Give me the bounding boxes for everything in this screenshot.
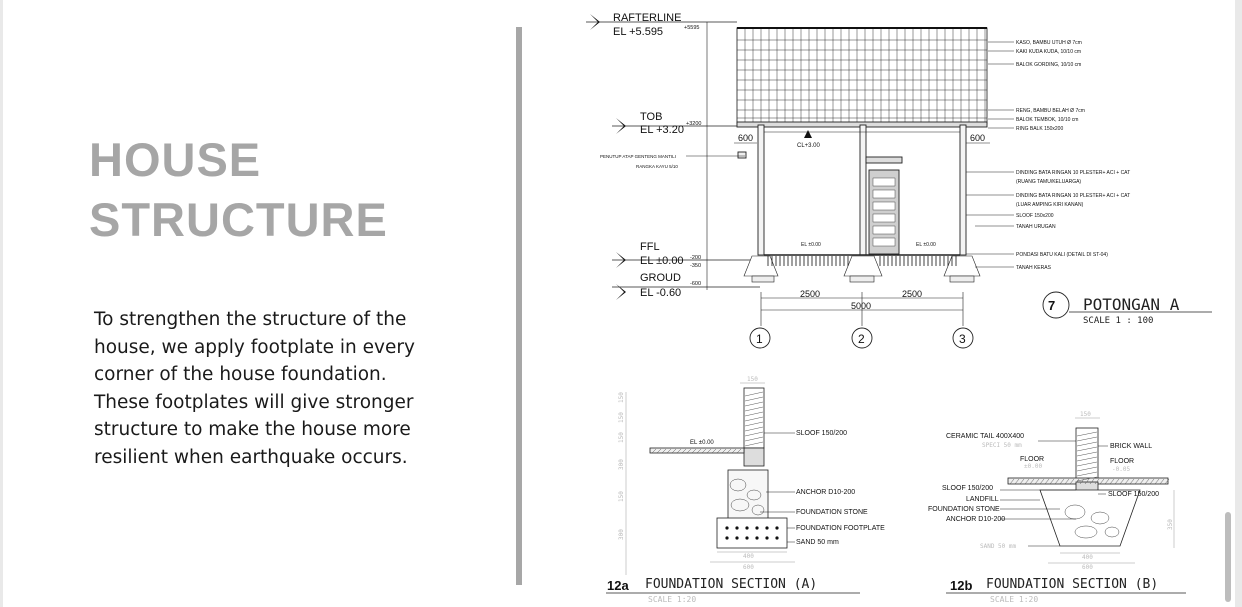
12a-left-dim-5: 150 xyxy=(618,491,625,502)
note-kaki-kuda: KAKI KUDA KUDA, 10/10 cm xyxy=(1016,49,1082,55)
note-pondasi: PONDASI BATU KALI (DETAIL DI ST-04) xyxy=(1016,252,1108,258)
12a-scale: SCALE 1:20 xyxy=(648,595,697,604)
level-groud-name: GROUD xyxy=(640,272,681,284)
section-a-title: POTONGAN A xyxy=(1083,295,1180,314)
section-a-drawing xyxy=(586,12,1212,348)
12b-floor-right-level: -0.05 xyxy=(1112,466,1131,473)
section-a-notes xyxy=(966,40,1130,271)
roof-frame xyxy=(737,28,987,124)
12a-stone-label: FOUNDATION STONE xyxy=(796,509,868,516)
12b-sloof-left-label: SLOOF 150/200 xyxy=(942,485,993,492)
level-rafterline xyxy=(586,12,737,38)
12a-ffl-label: EL ±0.00 xyxy=(690,440,714,446)
12b-speci-label: SPECI 50 mm xyxy=(982,442,1022,449)
12b-floor-right-label: FLOOR xyxy=(1110,458,1135,465)
section-a-foundation xyxy=(744,256,980,282)
level-rafterline-el: EL +5.595 xyxy=(613,26,664,38)
slide-body-text: To strengthen the structure of the house, we apply footplate in every corner of the house foundation. These footplates will give stronger structure to make the house more resilient when earthquake occurs. xyxy=(94,309,415,468)
note-ring-balk: RING BALK 150x200 xyxy=(1016,126,1064,132)
12b-ceramic-label: CERAMIC TAIL 400X400 xyxy=(946,433,1025,440)
note-tanah-urugan: TANAH URUGAN xyxy=(1016,224,1056,230)
12a-left-dim-4: 300 xyxy=(618,459,625,470)
section-a-title-block xyxy=(1043,292,1212,326)
12b-anchor-label: ANCHOR D10-200 xyxy=(946,516,1006,523)
note-wall-outer: DINDING BATA RINGAN 10 PLESTER+ ACI + CAT xyxy=(1016,193,1131,199)
level-groud-el: EL -0.60 xyxy=(640,287,682,299)
12a-bottom-dim-2: 600 xyxy=(743,564,754,571)
12a-anchor-label: ANCHOR D10-200 xyxy=(796,489,856,496)
level-tob-el: EL +3.20 xyxy=(640,124,684,136)
ffl-right-label: EL ±0.00 xyxy=(916,242,936,248)
12b-stone-label: FOUNDATION STONE xyxy=(928,506,1000,513)
grid-bubble-1: 1 xyxy=(756,332,763,346)
note-wall-outer-sub: (LUAR AMPING KIRI KANAN) xyxy=(1016,202,1084,208)
12a-left-dim-6: 300 xyxy=(618,529,625,540)
12b-sloof-right-label: SLOOF 150/200 xyxy=(1108,491,1159,498)
note-balok-gording: BALOK GORDING, 10/10 cm xyxy=(1016,62,1082,68)
grid-bubble-2: 2 xyxy=(858,332,865,346)
level-tob-name: TOB xyxy=(640,111,663,123)
note-tanah-keras: TANAH KERAS xyxy=(1016,265,1051,271)
12b-number: 12b xyxy=(950,578,973,593)
12a-left-dim-2: 150 xyxy=(618,412,625,423)
level-rafterline-mark: +5595 xyxy=(684,25,700,31)
level-ffl-mark-2: -350 xyxy=(690,263,702,269)
note-balok-tembok: BALOK TEMBOK, 10/10 cm xyxy=(1016,117,1079,123)
12b-floor-left-label: FLOOR xyxy=(1020,456,1045,463)
12a-top-dim: 150 xyxy=(747,376,758,383)
12b-landfill-label: LANDFILL xyxy=(966,496,999,503)
12b-right-dim: 350 xyxy=(1167,519,1174,530)
12a-number: 12a xyxy=(607,578,629,593)
note-sloof: SLOOF 150x200 xyxy=(1016,213,1054,219)
note-wall-inner-sub: (RUANG TAMU/KELUARGA) xyxy=(1016,179,1082,185)
note-reng: RENG, BAMBU BELAH Ø 7cm xyxy=(1016,108,1085,114)
level-rafterline-name: RAFTERLINE xyxy=(613,12,682,24)
12b-sand-label: SAND 50 mm xyxy=(980,543,1017,550)
12b-brickwall-label: BRICK WALL xyxy=(1110,443,1153,450)
roof-rafters xyxy=(745,28,985,124)
section-12b-drawing xyxy=(928,411,1186,604)
level-tob-mark: +3200 xyxy=(686,121,702,127)
roof-frame-note: RANGKA KAYU 5/10 xyxy=(636,164,678,169)
note-wall-inner: DINDING BATA RINGAN 10 PLESTER+ ACI + CAT xyxy=(1016,170,1131,176)
12b-title: FOUNDATION SECTION (B) xyxy=(986,577,1159,592)
12b-top-dim: 150 xyxy=(1080,411,1091,418)
grid-bubble-3: 3 xyxy=(959,332,966,346)
level-groud-mark: -600 xyxy=(690,281,702,287)
12a-sand-label: SAND 50 mm xyxy=(796,539,839,546)
12a-sloof-label: SLOOF 150/200 xyxy=(796,430,847,437)
section-12a-drawing xyxy=(606,376,885,604)
vertical-scrollbar[interactable] xyxy=(1225,512,1231,602)
section-a-scale: SCALE 1 : 100 xyxy=(1083,316,1154,326)
bay-right-dim: 2500 xyxy=(902,289,923,299)
level-ffl-name: FFL xyxy=(640,241,660,253)
title-line-2: STRUCTURE xyxy=(89,193,388,246)
level-ffl-mark: -200 xyxy=(690,255,702,261)
bay-left-dim: 2500 xyxy=(800,289,821,299)
overhang-left-dim: 600 xyxy=(738,133,754,143)
level-ffl xyxy=(612,241,760,269)
12a-title: FOUNDATION SECTION (A) xyxy=(645,577,818,592)
total-width-dim: 5000 xyxy=(851,301,872,311)
12a-bottom-dim-1: 400 xyxy=(743,553,754,560)
section-a-number: 7 xyxy=(1048,298,1056,313)
note-kaso: KASO, BAMBU UTUH Ø 7cm xyxy=(1016,40,1082,46)
12b-scale: SCALE 1:20 xyxy=(990,595,1039,604)
overhang-right-dim: 600 xyxy=(970,133,986,143)
12a-left-dim-3: 150 xyxy=(618,432,625,443)
title-line-1: HOUSE xyxy=(89,133,262,186)
ceiling-level: CL+3.00 xyxy=(797,143,820,149)
12b-bottom-dim-1: 400 xyxy=(1082,554,1093,561)
level-groud xyxy=(612,272,760,300)
12b-bottom-dim-2: 600 xyxy=(1082,564,1093,571)
house-walls xyxy=(737,122,987,255)
12b-floor-left-level: ±0.00 xyxy=(1024,463,1043,470)
level-ffl-el: EL ±0.00 xyxy=(640,255,684,267)
ffl-left-label: EL ±0.00 xyxy=(801,242,821,248)
12a-left-dim-1: 150 xyxy=(618,392,625,403)
12a-footplate-label: FOUNDATION FOOTPLATE xyxy=(796,525,885,532)
roof-cover-note: PENUTUP ATAP GENTENG MANTILI xyxy=(600,154,676,159)
